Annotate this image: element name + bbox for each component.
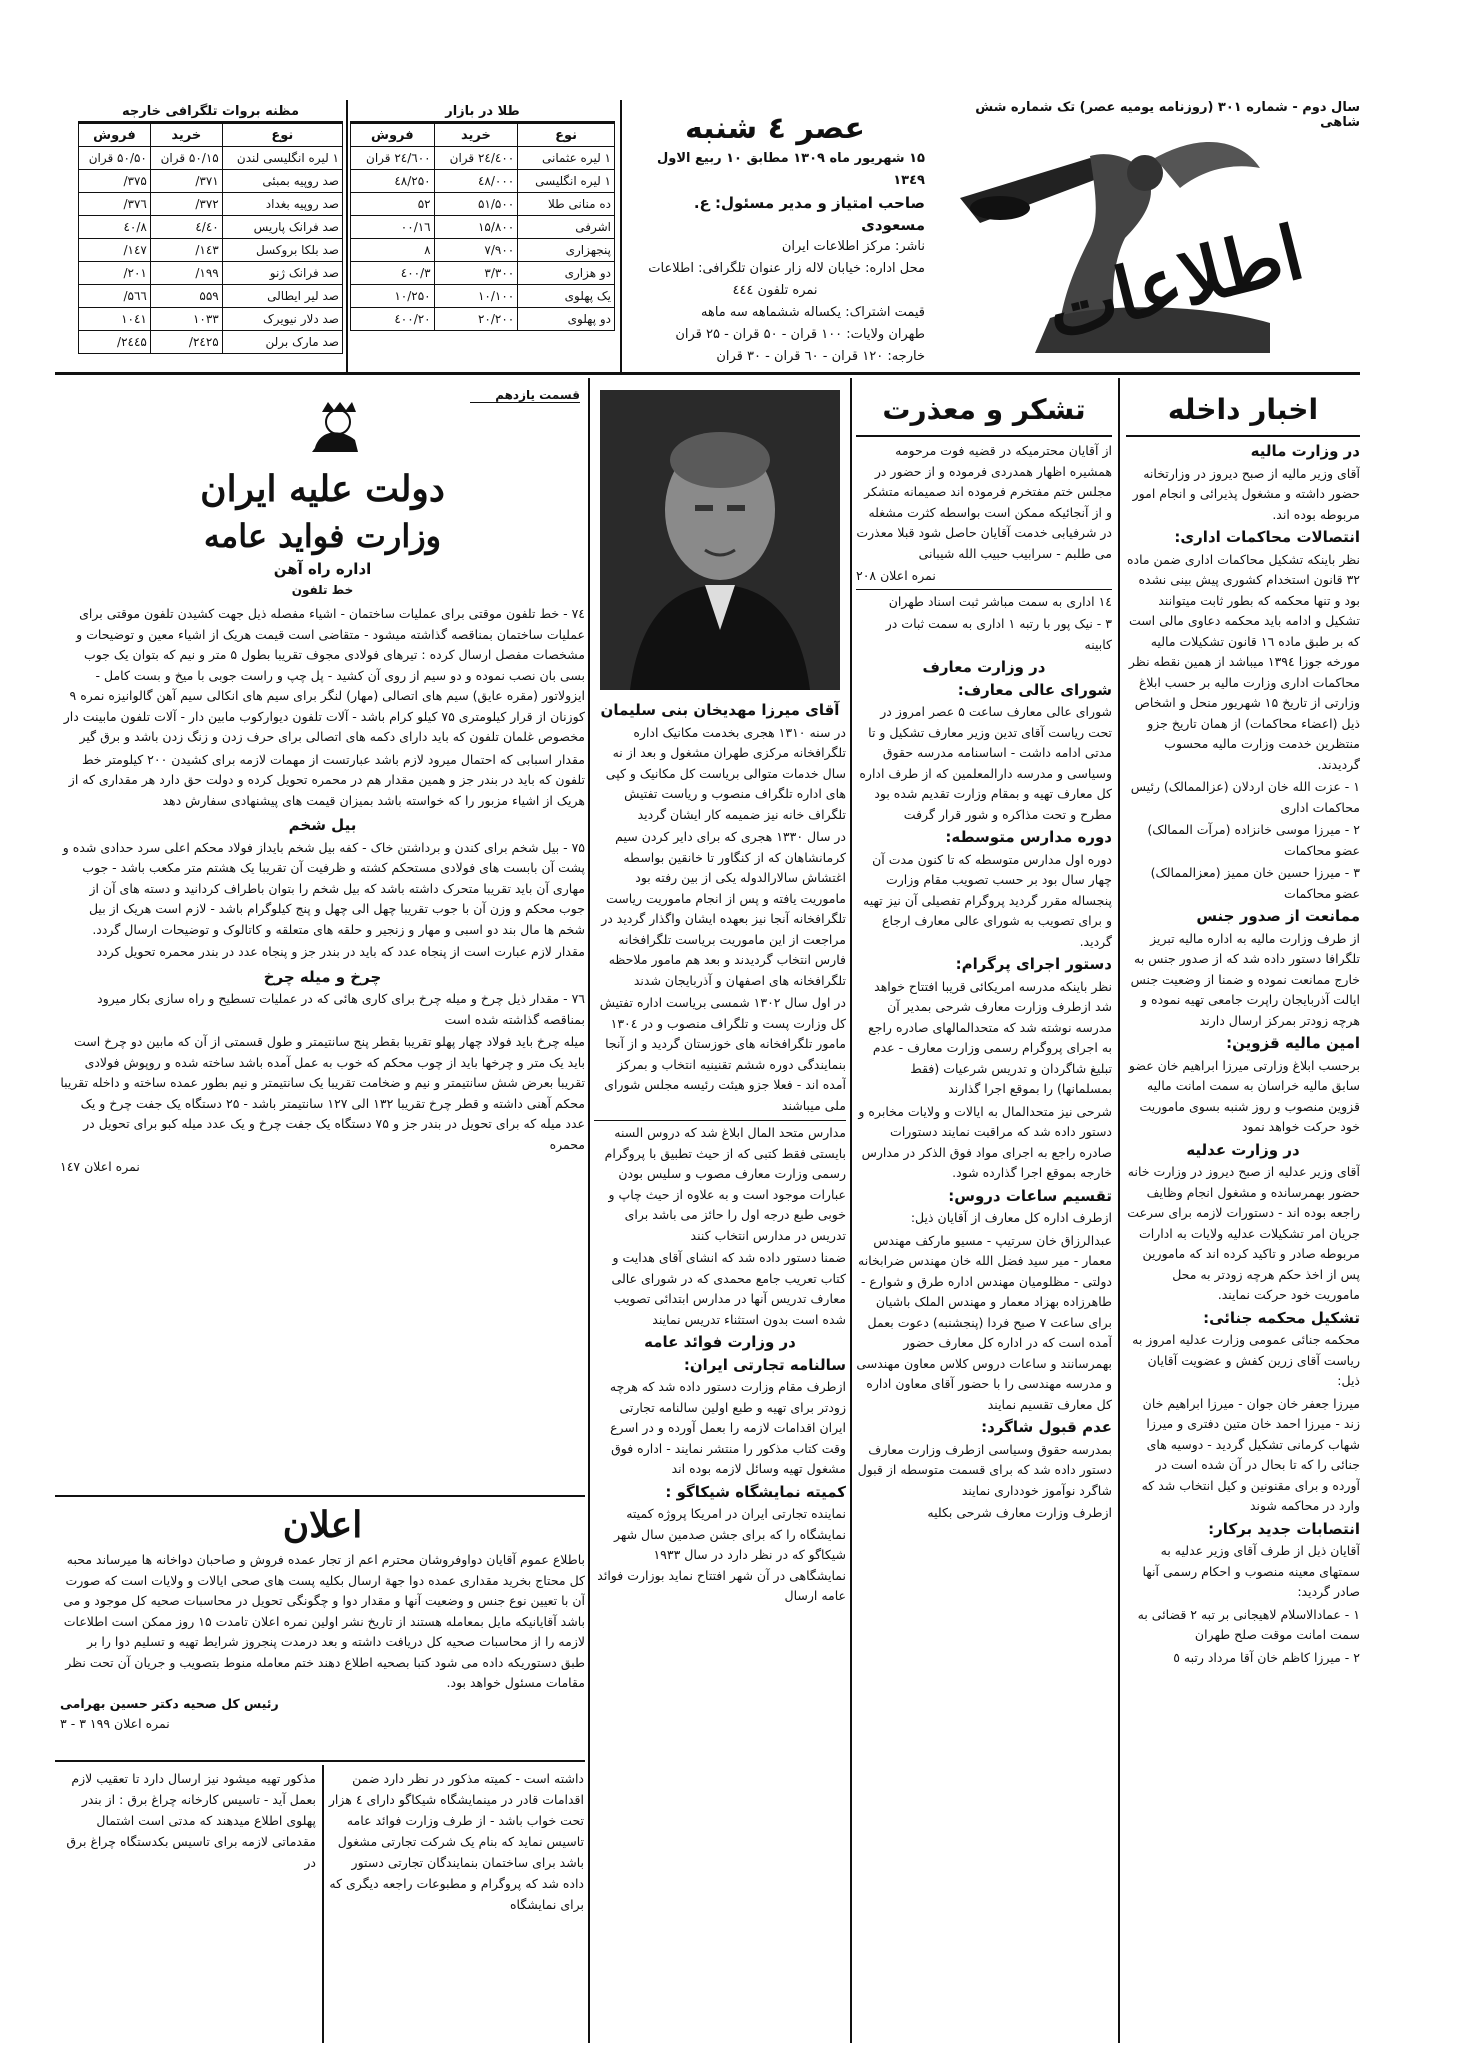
ad-title: اعلان <box>282 1504 363 1546</box>
paragraph: داشته است - کمیته مذکور در نظر دارد ضمن اقدامات قادر در مینمایشگاه شیکاگو دارای ٤ هزار تحت خواب باشد - از طرف وزارت فوائد عامه تاسیس نماید که بنام یک شرکت تجارتی مشغول باشد برای ساختمان بنمایندگان تجارتی دستور داده شد که پروگرام و مطبوعات راجعه دیگری که برای نمایشگاه <box>328 1771 584 1912</box>
subheading: انتصالات محاکمات اداری: <box>1174 528 1360 546</box>
cell: ۲٤٤۵/ <box>79 331 151 354</box>
subscription-line: قیمت اشتراک: یکساله ششماهه سه ماهه <box>701 305 925 320</box>
cell: ۱۰/۱۰۰ <box>434 285 518 308</box>
table-row <box>351 308 615 331</box>
cell: ۳/٤۰۰ <box>351 262 435 285</box>
gold-market-title: طلا در بازار <box>350 102 615 123</box>
table-row <box>79 193 343 216</box>
subheading: در وزارت فوائد عامه <box>644 1333 796 1351</box>
subheading: سالنامه تجارتی ایران: <box>683 1355 846 1374</box>
gold-market-table <box>350 123 615 331</box>
paragraph: بمدرسه حقوق وسیاسی ازطرف وزارت معارف دستور داده شد که برای قسمت متوسطه از قبول شاگرد نوآموز خودداری نمایند <box>857 1441 1112 1498</box>
column-rule <box>1118 378 1120 2043</box>
cell: صد فرانک پاریس <box>222 216 342 239</box>
cell: ۵۱/۵۰۰ <box>434 193 518 216</box>
cell: ٤۰/۸ <box>79 216 151 239</box>
masthead-rule <box>55 372 1360 375</box>
subheading: در وزارت معارف <box>922 658 1046 676</box>
cell: صد فرانک ژنو <box>222 262 342 285</box>
cell: صد روپیه بغداد <box>222 193 342 216</box>
table-row <box>79 331 343 354</box>
paragraph: از آقایان محترمیکه در قضیه فوت مرحومه همشیره اظهار همدردی فرموده و از حضور در مجلس ختم مفتخرم فرموده اند صمیمانه متشکر و از آنجائیکه ممکن است بواسطه کثرت مشغله در شرفیابی خدمت آقایان حاصل شود قبلا معذرت می طلبم - سرابیب حبیب الله شیبانی <box>856 443 1112 561</box>
table-row <box>351 193 615 216</box>
list-item: ۳ - میرزا حسین خان ممیز (معزالممالک) عضو محاکمات <box>1150 865 1360 901</box>
cell: ۱ لیره عثمانی <box>518 147 615 170</box>
cell: صد دلار نیویرک <box>222 308 342 331</box>
fx-market-title: مظنه بروات تلگرافی خارجه <box>78 102 343 123</box>
paragraph: از طرف وزارت مالیه به اداره مالیه تبریز تلگرافا دستور داده شد که از صدور جنس به خارج ممانعت نموده و ضمنا از وضعیت جنس ایالت آذربایجان راپرت جامعی تهیه نموده و هرچه زودتر بمرکز ارسال دارند <box>1130 930 1360 1028</box>
paragraph: نماینده تجارتی ایران در امریکا پروژه کمیته نمایشگاه را که برای جشن صدمین سال شهر شیکاگو که در نظر دارد در سال ۱۹۳۳ نمایشگاهی در آن شهر افتتاح نماید بوزارت فوائد عامه ارسال <box>597 1506 846 1603</box>
paragraph: ازطرف وزارت معارف شرحی بکلیه <box>927 1505 1112 1520</box>
cell: ۱٤۷/ <box>79 239 151 262</box>
continued-text-a <box>328 1768 584 2043</box>
table-header: فروش <box>351 124 435 147</box>
cell: ۵٦٦/ <box>79 285 151 308</box>
cell: ۵۰/۵۰ قران <box>79 147 151 170</box>
fx-market-box <box>78 102 343 354</box>
subheading: امین مالیه قزوین: <box>1226 1034 1360 1052</box>
section-rule <box>55 1495 585 1497</box>
cell: ۵۲ <box>351 193 435 216</box>
department-title: اداره راه آهن <box>273 560 372 578</box>
table-row <box>351 262 615 285</box>
paragraph: ۱٤ اداری به سمت مباشر ثبت اسناد طهران <box>888 593 1112 609</box>
list-item: ۱ - عزت الله خان اردلان (عزالممالک) رئیس محاکمات اداری <box>1130 779 1360 815</box>
paragraph: در سال ۱۳۳۰ هجری که برای دایر کردن سیم کرمانشاهان که از کنگاور تا خانقین بواسطه اغتشاش سالارالدوله یکی از بین رفته بود ماموریت یافته و پس از انجام ماموریت ریاست تلگرافخانه آنجا نیز بعهده ایشان واگذار گردید در مراجعت از این ماموریت بریاست تلگرافخانه فارس انتخاب گردیدند و بعد هم مامور ملاحظه تلگرافخانه های اصفهان و آذربایجان شدند <box>601 829 846 988</box>
column-rule <box>588 378 590 2043</box>
table-row <box>79 239 343 262</box>
cell: صد بلکا بروکسل <box>222 239 342 262</box>
subheading: انتصابات جدید برکار: <box>1208 1519 1360 1538</box>
cell: ۱۰۳۳ <box>150 308 222 331</box>
column-biography <box>594 700 846 2040</box>
newspaper-logo <box>940 128 1360 363</box>
phone-line: نمره تلفون ٤٤٤ <box>732 283 818 298</box>
subheading: عدم قبول شاگرد: <box>981 1418 1112 1436</box>
cell: ۱۵/۸۰۰ <box>434 216 518 239</box>
subheading: کمیته نمایشگاه شیکاگو : <box>665 1482 846 1501</box>
cell: ٤۸/۰۰۰ <box>434 170 518 193</box>
column-rule <box>620 100 622 372</box>
cell: ۱۰٤۱ <box>79 308 151 331</box>
paragraph: ٧٤ - خط تلفون موقتی برای عملیات ساختمان - اشیاء مفصله ذیل جهت کشیدن تلفون موقتی برای عملیات ساختمان بمناقصه گذاشته میشود - متقاضی است قیمت هریک از اشیاء معین و توضیحات و مشخصات مفصل ارسال کرده : تیرهای فولادی مجوف تقریبا بطول ۵ متر و نیم که بتوان یک جوب بسی بان نصب نموده و دو سیم از روی آن کشید - پل چپ و راست جوبی با میخ و بست کامل - ایزولاتور (مقره عایق) سیم های اتصالی (مهار) لنگر برای سیم های انکالی سیم آهن گالوانیزه نمره ۹ کوزنان از قرار کیلومتری ۷۵ کیلو کرام باشد - آلات تلفون دیوارکوب مابین دار - آلات تلفون مابینت دار مخصوص غلمان تلفون که باید دارای دکمه های اتصالی برای حرف زدن و زنگ زدن باشد و برق گیر <box>63 606 585 744</box>
cell: ۳۷۲/ <box>150 193 222 216</box>
section-title: اخبار داخله <box>1126 385 1360 437</box>
table-header: خرید <box>150 124 222 147</box>
table-header: نوع <box>222 124 342 147</box>
subheading: دوره مدارس متوسطه: <box>945 828 1112 846</box>
paragraph: نظر باینکه مدرسه امریکائی قریبا افتتاح خواهد شد ازطرف وزارت معارف شرحی بمدیر آن مدرسه نوشته شد که متحدالمالهای صادره راجع به اجرای پروگرام رسمی وزارت معارف - عدم تبلیغ شاگردان و تدریس شرعیات (فقط بمسلمانها) را بموقع اجرا گذارند <box>868 978 1112 1096</box>
subheading: در وزارت عدلیه <box>1186 1140 1300 1159</box>
cell: ۲۰/٤۰۰ <box>351 308 435 331</box>
cell: ۱۰/۲۵۰ <box>351 285 435 308</box>
coat-of-arms-icon <box>300 400 370 460</box>
list-item: ۲ - میرزا موسی خانزاده (مرآت الممالک) عضو محاکمات <box>1147 822 1360 858</box>
cell: اشرفی <box>518 216 615 239</box>
cell: صد لیر ایطالی <box>222 285 342 308</box>
subheading: تشکیل محکمه جنائی: <box>1203 1308 1360 1327</box>
section-rule <box>55 1760 585 1762</box>
cell: ۱ لیره انگلیسی لندن <box>222 147 342 170</box>
cell: ۵۰/۱۵ قران <box>150 147 222 170</box>
section-title: تشکر و معذرت <box>856 385 1112 437</box>
subheading: چرخ و میله چرخ <box>263 967 382 986</box>
fx-market-table <box>78 123 343 354</box>
table-row <box>79 285 343 308</box>
paragraph: شورای عالی معارف ساعت ۵ عصر امروز در تحت ریاست آقای تدین وزیر معارف تشکیل و تا مدتی ادامه داشت - اساسنامه مدرسه حقوق وسیاسی و مدرسه دارالمعلمین که از طرف اداره کل معارف تهیه و بمقام وزارت تقدیم شده بود مطرح و تحت مذاکره و شور قرار گرفت <box>859 704 1112 822</box>
paragraph: میله چرخ باید فولاد چهار پهلو تقریبا بقطر پنج سانتیمتر و طول قسمتی از آن که مابین دو چرخ است باید یک متر و چرخها باید از چوب محکم که خوب به عمل آمده باشد ساخته شده و روپوش فولادی تقریبا بعرض شش سانتیمتر و نیم و ضخامت تقریبا یک سانتیمتر و نیم بطور عمده ساخته و داخله تقریبا محکم آهنی داشته و قطر چرخ تقریبا ۱۳۲ الی ۱۲۷ سانتیمتر باشد - ۲۵ دستگاه یک جفت چرخ و یک عدد میله که برای تحویل در بندر جز و ۷۵ دستگاه یک جفت چرخ و یک عدد میله کبو برای تحویل در محمره <box>60 1034 585 1152</box>
table-row <box>79 216 343 239</box>
paragraph: ۳ - نیک پور با رتبه ۱ اداری به سمت ثبات در کابینه <box>885 616 1112 652</box>
list-item: ۲ - میرزا کاظم خان آقا مرداد رتبه ٥ <box>1173 1649 1360 1665</box>
column-rule <box>346 100 348 372</box>
cell: ۱ لیره انگلیسی <box>518 170 615 193</box>
paragraph: ضمنا دستور داده شد که انشای آقای هدایت و کتاب تعریب جامع محمدی که در شورای عالی معارف تدریس آنها در مدارس ابتدائی تصویب شده است بدون استثناء تدریس نمایند <box>611 1250 846 1327</box>
cell: یک پهلوی <box>518 285 615 308</box>
cell: ۲٤/٤۰۰ قران <box>434 147 518 170</box>
government-title: دولت علیه ایران <box>200 468 445 510</box>
paragraph: مقدار اسبابی که احتمال میرود لازم باشد عبارتست از مهمات لازمه برای کشیدن ۲۰۰ کیلومتر خط تلفون که باید در بندر جز و همین مقدار هم در محمره تحویل کرده و دولت حق دارد هر مقداری که از هریک از اشیاء مزبور را که خواسته باشد بمیزان قیمت های پیشنهادی سفارش دهد <box>68 751 585 808</box>
date-line: ۱۵ شهریور ماه ۱۳۰۹ مطابق ۱۰ ربیع الاول ۱۳٤۹ <box>656 151 925 188</box>
paragraph: باطلاع عموم آقایان دواوفروشان محترم اعم از تجار عمده فروش و صاحبان دواخانه ها میرساند محبه کل محتاج بخرید مقداری عمده دوا جهة ارسال بکلیه پست های صحی ایالات و ولایات است که صورت آن با تعیین نوع جنس و وضعیت آنها و مقدار دوا و چگونگی تحویل در محاسبات صحیه کل موجود و می باشد آقایانیکه مایل بمعامله هستند از تاریخ نشر اولین نمره اعلان تامدت ۱۵ روز ممکن است اطلاعات لازمه را از محاسبات صحیه کل دریافت داشته و بعد درمدت پنجروز شرایط تهیه و تسلیم دوا را بر طبق دستوریکه داده می شود کتبا بصحیه اطلاع دهند ختم معامله منوط بتصویب و جریان آن تحت نظر مقامات مسئول خواهد بود. <box>63 1552 585 1690</box>
cell: ۱۹۹/ <box>150 262 222 285</box>
cell: ۳/۳۰۰ <box>434 262 518 285</box>
cell: ۳۷٦/ <box>79 193 151 216</box>
column-rule <box>850 378 852 2043</box>
cell: ۱٤۳/ <box>150 239 222 262</box>
paragraph: ازطرف مقام وزارت دستور داده شد که هرچه زودتر برای تهیه و طبع اولین سالنامه تجارتی ایران اقدامات لازمه را بعمل آورده و در اسرع وقت کتاب مذکور را منتشر نمایند - اداره فوق مشغول تهیه وسائل لازمه بوده اند <box>609 1379 846 1476</box>
address-line: محل اداره: خیابان لاله زار عنوان تلگرافی: اطلاعات <box>648 261 925 276</box>
cell: ۲۰/۲۰۰ <box>434 308 518 331</box>
table-row <box>351 170 615 193</box>
portrait-icon <box>600 390 840 690</box>
table-row <box>79 170 343 193</box>
cell: ٤۸/۲۵۰ <box>351 170 435 193</box>
department-subtitle: خط تلفون <box>291 582 354 597</box>
paragraph: برحسب ابلاغ وزارتی میرزا ابراهیم خان عضو سابق مالیه خراسان به سمت امانت مالیه قزوین منصوب و روز شنبه بسوی ماموریت خود حرکت خواهد نمود <box>1128 1057 1360 1134</box>
subheading: بیل شخم <box>288 816 357 834</box>
subheading: دستور اجرای پرگرام: <box>955 955 1112 973</box>
cell: ۸ <box>351 239 435 262</box>
paragraph: ازطرف اداره کل معارف از آقایان ذیل: <box>910 1210 1112 1225</box>
masthead-top-line: سال دوم - شماره ۳۰۱ (روزنامه یومیه عصر) تک شماره شش شاهی <box>975 100 1360 130</box>
cell: صد روپیه بمبئی <box>222 170 342 193</box>
table-row <box>351 216 615 239</box>
cell: ۳۷۱/ <box>150 170 222 193</box>
cell: ۳۷۵/ <box>79 170 151 193</box>
paragraph: عبدالرزاق خان سرتیپ - مسیو مارکف مهندس معمار - میر سید فضل الله خان مهندس ضرابخانه دولتی - مظلومیان مهندس اداره طرق و شوارع - طاهرزاده بهزاد معمار و مهندس الملک باشیان برای ساعت ۷ صبح فردا (پنجشنبه) دعوت بعمل آمده است که در اداره کل معارف حضور بهمرسانند و ساعات دروس کلاس معاون مهندسی و مدرسه مهندسی را با حضور آقای معاون اداره کل معارف تقسیم نمایند <box>856 1232 1112 1412</box>
paragraph: ۷۵ - بیل شخم برای کندن و برداشتن خاک - کفه بیل شخم بایداز فولاد محکم اعلی سرد حدادی شده و پشت آن بابست های فولادی مستحکم کشته و ظرفیت آن تقریبا یک هشتم متر مکعب باشد - جوب مهاری آن باید تقریبا متحرک داشته باشد که بیل شخم را بتوان باطراف کردانید و دسته های آن از جوب محکم و وزن آن با جوب تقریبا چهل الی چهل و پنج کیلوگرام باشد - لازم است هریک از بیل شخم ها مال بند دو اسبی و مهار و زنجیر و حلقه های متعلقه و کاتالوک و توضیحات ارسال گردد. <box>62 839 585 937</box>
subheading: شورای عالی معارف: <box>957 680 1112 699</box>
advertisement <box>60 1500 585 1755</box>
paragraph: مدارس متحد المال ابلاغ شد که دروس السنه بایستی فقط کتبی که از حیث تطبیق با پروگرام رسمی وزارت معارف مصوب و سلیس بودن عبارات موجود است و به علاوه از حیث چاپ و خوبی طبع درجه اول را حائز می باشد برای تدریس در مدارس انتخاب کنند <box>604 1125 846 1243</box>
ministry-notice <box>60 465 585 1490</box>
cell: ۵۵۹ <box>150 285 222 308</box>
publisher-line: ناشر: مرکز اطلاعات ایران <box>781 239 925 254</box>
continued-text-b <box>60 1768 316 2043</box>
column-rule <box>322 1765 324 2043</box>
paragraph: محکمه جنائی عمومی وزارت عدلیه امروز به ریاست آقای زرین کفش و عضویت آقایان ذیل: <box>1132 1332 1360 1388</box>
paragraph: شرحی نیز متحدالمال به ایالات و ولایات مخابره و دستور داده شد که مراقبت نمایند دستورات صادره راجع به اجرای مواد فوق الذکر در مدارس خارجه بموقع اجرا گذارده شود. <box>858 1103 1112 1180</box>
subheading: ممانعت از صدور جنس <box>1196 907 1360 925</box>
table-row <box>79 147 343 170</box>
table-row <box>79 308 343 331</box>
cell: پنجهزاری <box>518 239 615 262</box>
subheading: در وزارت مالیه <box>1250 442 1360 460</box>
photo-caption: آقای میرزا مهدیخان بنی سلیمان <box>600 701 840 719</box>
signature: رئیس کل صحیه دکتر حسین بهرامی <box>60 1695 279 1711</box>
cell: صد مارک برلن <box>222 331 342 354</box>
cell: دو پهلوی <box>518 308 615 331</box>
serial-label: قسمت یازدهم <box>470 388 580 403</box>
ad-number: نمره اعلان ۲۰۸ <box>856 566 1112 590</box>
cell: ده منانی طلا <box>518 193 615 216</box>
cell: ۷/۹۰۰ <box>434 239 518 262</box>
table-header: خرید <box>434 124 518 147</box>
paragraph: میرزا جعفر خان جوان - میرزا ابراهیم خان زند - میرزا احمد خان متین دفتری و میرزا شهاب کرمانی تشکیل گردید - دوسیه های جنائی را که تا بحال در آن شده است در آورده و برای مقنونین و کیل انتخاب شد که وارد در محاکمه شوند <box>1141 1395 1360 1513</box>
gold-market-box <box>350 102 615 331</box>
table-header: نوع <box>518 124 615 147</box>
paragraph: مقدار لازم عبارت است از پنجاه عدد که باید در بندر جز و پنجاه عدد در بندر محمره تحویل کردد <box>96 944 585 959</box>
subheading: تقسیم ساعات دروس: <box>948 1186 1112 1205</box>
paragraph: آقای وزیر مالیه از صبح دیروز در وزارتخانه حضور داشته و مشغول پذیرائی و انجام امور مربوطه بوده اند. <box>1132 465 1360 522</box>
table-row <box>351 239 615 262</box>
cell: ۲٤/٦۰۰ قران <box>351 147 435 170</box>
paragraph: آقایان ذیل از طرف آقای وزیر عدلیه به سمتهای معینه منصوب و احکام رسمی آنها صادر گردید: <box>1142 1543 1360 1599</box>
ad-number: نمره اعلان ۱٤۷ <box>60 1159 140 1174</box>
subs-domestic: طهران ولایات: ۱۰۰ قران - ۵۰ قران - ۲۵ قران <box>675 327 925 342</box>
table-row <box>351 285 615 308</box>
subs-foreign: خارجه: ۱۲۰ قران - ٦۰ قران - ۳۰ قران <box>716 349 925 364</box>
column-thanks-and-education <box>856 385 1112 2040</box>
paragraph: در سنه ۱۳۱۰ هجری بخدمت مکانیک اداره تلگرافخانه مرکزی طهران مشغول و بعد از نه سال خدمات متوالی بریاست کل مکانیک و کپی های اداره تلگراف منصوب و ریاست تفتیش تلگراف خانه نیز ضمیمه کار ایشان گردید <box>605 724 846 822</box>
portrait-photo <box>600 390 840 690</box>
cell: ۲٤۲۵/ <box>150 331 222 354</box>
ministry-title: وزارت فواید عامه <box>203 517 442 555</box>
cell: ۲۰۱/ <box>79 262 151 285</box>
owner-line: صاحب امتیاز و مدیر مسئول: ع. مسعودی <box>693 194 925 234</box>
cell: ٤۰/٤ <box>150 216 222 239</box>
edition-info <box>625 110 925 368</box>
list-item: ۱ - عمادالاسلام لاهیجانی بر تبه ۲ قضائی به سمت امانت موقت صلح طهران <box>1137 1606 1360 1642</box>
table-row <box>79 262 343 285</box>
table-header: فروش <box>79 124 151 147</box>
logo-text: اطلاعات <box>1038 209 1312 357</box>
paragraph: آقای وزیر عدلیه از صبح دیروز در وزارت خانه حضور بهمرسانده و مشغول انجام وظایف راجعه بوده اند - دستورات لازمه برای سرعت جریان امر تشکیلات عدلیه ولایات به ادارات مربوطه صادر و تاکید کرده اند که مامورین پس از اخذ حکم هرچه زودتر به محل ماموریت خود حرکت نمایند. <box>1127 1164 1360 1302</box>
paragraph: دوره اول مدارس متوسطه که تا کنون مدت آن چهار سال بود بر حسب تصویب مقام وزارت پنجساله مقرر گردید پروگرام تفصیلی آن نیز تهیه و برای تصویب به شورای عالی معارف ارجاع گردید. <box>863 851 1112 949</box>
edition-title: عصر ٤ شنبه <box>684 111 866 146</box>
paragraph: مذکور تهیه میشود نیز ارسال دارد تا تعقیب لازم بعمل آید - تاسیس کارخانه چراغ برق : از بندر پهلوی اطلاع میدهند که مدتی است اشتمال مقدماتی لازمه برای تاسیس بکدستگاه چراغ برق در <box>66 1771 316 1870</box>
ad-number: نمره اعلان ۱۹۹ ۳ - ۳ <box>60 1716 170 1731</box>
cell: ۱٦/۰۰ <box>351 216 435 239</box>
paragraph: در اول سال ۱۳۰۲ شمسی بریاست اداره تفتیش کل وزارت پست و تلگراف منصوب و در ۱۳۰٤ مامور تلگرافخانه های خوزستان گردید و از آنجا بنمایندگی دوره ششم تقنینیه انتخاب و بمرکز آمده اند - فعلا جزو هیئت رئیسه مجلس شورای ملی میباشند <box>594 993 846 1121</box>
cell: دو هزاری <box>518 262 615 285</box>
paragraph: ۷٦ - مقدار ذیل چرخ و میله چرخ برای کاری هائی که در عملیات تسطیح و راه سازی بکار میرود بمناقصه گذاشته شده است <box>97 991 585 1027</box>
table-row <box>351 147 615 170</box>
column-domestic-news <box>1126 385 1360 2040</box>
paragraph: نظر باینکه تشکیل محاکمات اداری ضمن ماده ۳۲ قانون استخدام کشوری پیش بینی نشده بود و تنها محکمه که بطور ثابت میتوانند تشکیل و ادامه باید محکمه دعاوی مالی است که بر طبق ماده ۱٦ قانون تشکیلات مالیه مورخه جوزا ۱۳۹٤ میباشد از همین نقطه نظر محاکمات اداری وزارت مالیه بر حسب ابلاغ وزارتی از تاریخ ۱۵ شهریور منحل و اشخاص ذیل (اعضاء محاکمات) از همان تاریخ جزو منتظرین خدمت وزارت مالیه محسوب گردیدند. <box>1126 551 1360 772</box>
